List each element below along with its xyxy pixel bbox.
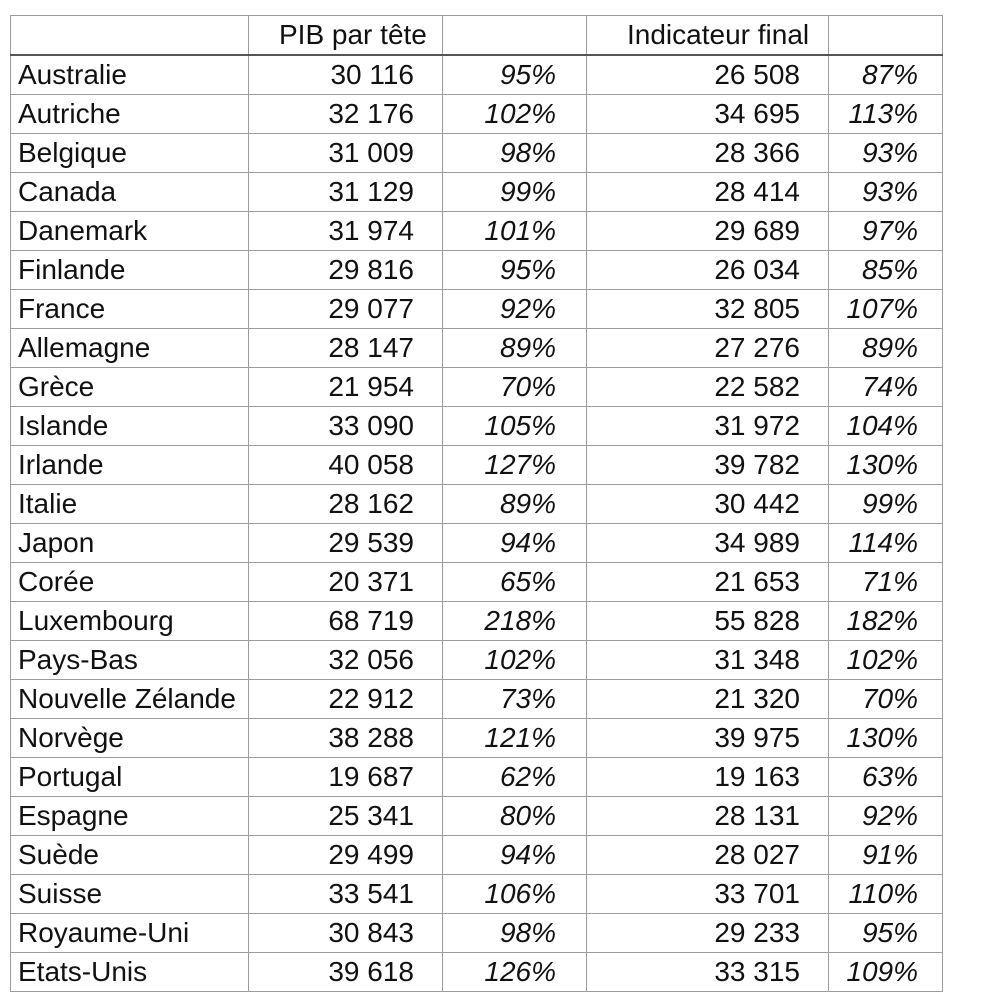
indicator-pct-cell: 95% [829, 914, 943, 953]
pib-pct-cell: 127% [443, 446, 587, 485]
indicator-pct-cell: 130% [829, 719, 943, 758]
indicator-pct-cell: 97% [829, 212, 943, 251]
country-cell: Irlande [11, 446, 249, 485]
country-cell: Suisse [11, 875, 249, 914]
header-indicator-pct [829, 16, 943, 56]
table-row [11, 602, 943, 641]
table-row [11, 836, 943, 875]
pib-pct-cell: 102% [443, 95, 587, 134]
indicator-pct-cell: 87% [829, 55, 943, 95]
table-row [11, 134, 943, 173]
pib-cell: 29 077 [249, 290, 443, 329]
table-row [11, 563, 943, 602]
table-row [11, 524, 943, 563]
indicator-cell: 21 653 [587, 563, 829, 602]
table-row [11, 251, 943, 290]
country-cell: Portugal [11, 758, 249, 797]
indicator-pct-cell: 63% [829, 758, 943, 797]
country-cell: Suède [11, 836, 249, 875]
pib-pct-cell: 95% [443, 55, 587, 95]
country-cell: Danemark [11, 212, 249, 251]
indicator-cell: 34 989 [587, 524, 829, 563]
pib-cell: 30 116 [249, 55, 443, 95]
table-row [11, 173, 943, 212]
indicator-cell: 29 689 [587, 212, 829, 251]
country-cell: Canada [11, 173, 249, 212]
table-row [11, 407, 943, 446]
pib-cell: 22 912 [249, 680, 443, 719]
indicator-cell: 33 701 [587, 875, 829, 914]
pib-pct-cell: 92% [443, 290, 587, 329]
indicator-pct-cell: 99% [829, 485, 943, 524]
country-cell: Italie [11, 485, 249, 524]
pib-pct-cell: 65% [443, 563, 587, 602]
pib-cell: 21 954 [249, 368, 443, 407]
pib-cell: 28 147 [249, 329, 443, 368]
country-cell: Islande [11, 407, 249, 446]
pib-cell: 19 687 [249, 758, 443, 797]
pib-pct-cell: 99% [443, 173, 587, 212]
indicator-cell: 27 276 [587, 329, 829, 368]
indicator-pct-cell: 102% [829, 641, 943, 680]
indicator-cell: 26 034 [587, 251, 829, 290]
country-cell: Pays-Bas [11, 641, 249, 680]
pib-cell: 20 371 [249, 563, 443, 602]
indicator-cell: 22 582 [587, 368, 829, 407]
pib-cell: 29 539 [249, 524, 443, 563]
country-cell: Belgique [11, 134, 249, 173]
pib-pct-cell: 94% [443, 524, 587, 563]
indicator-pct-cell: 91% [829, 836, 943, 875]
indicator-cell: 30 442 [587, 485, 829, 524]
pib-pct-cell: 89% [443, 485, 587, 524]
table-row [11, 953, 943, 992]
indicator-cell: 33 315 [587, 953, 829, 992]
pib-cell: 28 162 [249, 485, 443, 524]
indicator-pct-cell: 109% [829, 953, 943, 992]
pib-cell: 31 129 [249, 173, 443, 212]
pib-cell: 29 816 [249, 251, 443, 290]
indicator-cell: 28 366 [587, 134, 829, 173]
pib-pct-cell: 106% [443, 875, 587, 914]
pib-cell: 32 056 [249, 641, 443, 680]
table-row [11, 797, 943, 836]
indicator-pct-cell: 114% [829, 524, 943, 563]
table-row [11, 914, 943, 953]
country-cell: Etats-Unis [11, 953, 249, 992]
country-cell: Espagne [11, 797, 249, 836]
pib-cell: 38 288 [249, 719, 443, 758]
indicator-cell: 31 972 [587, 407, 829, 446]
pib-pct-cell: 102% [443, 641, 587, 680]
indicator-pct-cell: 130% [829, 446, 943, 485]
indicator-pct-cell: 92% [829, 797, 943, 836]
pib-pct-cell: 105% [443, 407, 587, 446]
pib-pct-cell: 80% [443, 797, 587, 836]
country-cell: Grèce [11, 368, 249, 407]
indicator-cell: 28 027 [587, 836, 829, 875]
table-row [11, 719, 943, 758]
table-header-row [11, 16, 943, 56]
country-cell: Luxembourg [11, 602, 249, 641]
pib-pct-cell: 89% [443, 329, 587, 368]
pib-cell: 31 009 [249, 134, 443, 173]
table-row [11, 329, 943, 368]
pib-pct-cell: 98% [443, 914, 587, 953]
pib-cell: 39 618 [249, 953, 443, 992]
country-cell: Autriche [11, 95, 249, 134]
indicator-cell: 29 233 [587, 914, 829, 953]
pib-pct-cell: 121% [443, 719, 587, 758]
indicator-cell: 26 508 [587, 55, 829, 95]
table-row [11, 680, 943, 719]
table-row [11, 758, 943, 797]
header-indicator: Indicateur final [587, 16, 829, 56]
indicator-cell: 28 414 [587, 173, 829, 212]
indicator-cell: 28 131 [587, 797, 829, 836]
table-row [11, 368, 943, 407]
pib-pct-cell: 101% [443, 212, 587, 251]
header-country [11, 16, 249, 56]
pib-pct-cell: 73% [443, 680, 587, 719]
table-body [11, 55, 943, 992]
indicator-pct-cell: 85% [829, 251, 943, 290]
table-row [11, 212, 943, 251]
indicator-pct-cell: 104% [829, 407, 943, 446]
indicator-pct-cell: 74% [829, 368, 943, 407]
pib-cell: 40 058 [249, 446, 443, 485]
pib-pct-cell: 95% [443, 251, 587, 290]
country-cell: Japon [11, 524, 249, 563]
pib-pct-cell: 62% [443, 758, 587, 797]
pib-pct-cell: 94% [443, 836, 587, 875]
table-row [11, 641, 943, 680]
indicator-cell: 39 782 [587, 446, 829, 485]
table-row [11, 95, 943, 134]
country-cell: Royaume-Uni [11, 914, 249, 953]
indicator-pct-cell: 110% [829, 875, 943, 914]
country-cell: Norvège [11, 719, 249, 758]
indicator-cell: 39 975 [587, 719, 829, 758]
pib-cell: 32 176 [249, 95, 443, 134]
indicator-pct-cell: 70% [829, 680, 943, 719]
table-row [11, 290, 943, 329]
pib-cell: 33 541 [249, 875, 443, 914]
country-cell: Corée [11, 563, 249, 602]
indicator-pct-cell: 113% [829, 95, 943, 134]
indicator-pct-cell: 93% [829, 173, 943, 212]
table-row [11, 875, 943, 914]
country-cell: Allemagne [11, 329, 249, 368]
indicator-pct-cell: 107% [829, 290, 943, 329]
header-pib: PIB par tête [249, 16, 443, 56]
pib-pct-cell: 218% [443, 602, 587, 641]
country-cell: Finlande [11, 251, 249, 290]
data-table [10, 15, 943, 992]
pib-cell: 30 843 [249, 914, 443, 953]
pib-cell: 29 499 [249, 836, 443, 875]
indicator-pct-cell: 93% [829, 134, 943, 173]
country-cell: Australie [11, 55, 249, 95]
table-row [11, 485, 943, 524]
indicator-cell: 19 163 [587, 758, 829, 797]
pib-pct-cell: 126% [443, 953, 587, 992]
indicator-cell: 31 348 [587, 641, 829, 680]
indicator-pct-cell: 182% [829, 602, 943, 641]
indicator-cell: 32 805 [587, 290, 829, 329]
pib-pct-cell: 98% [443, 134, 587, 173]
table-row [11, 446, 943, 485]
country-cell: France [11, 290, 249, 329]
indicator-pct-cell: 71% [829, 563, 943, 602]
indicator-cell: 34 695 [587, 95, 829, 134]
country-cell: Nouvelle Zélande [11, 680, 249, 719]
pib-cell: 68 719 [249, 602, 443, 641]
indicator-cell: 55 828 [587, 602, 829, 641]
indicator-pct-cell: 89% [829, 329, 943, 368]
pib-cell: 25 341 [249, 797, 443, 836]
pib-cell: 31 974 [249, 212, 443, 251]
pib-cell: 33 090 [249, 407, 443, 446]
table-row [11, 55, 943, 95]
pib-pct-cell: 70% [443, 368, 587, 407]
header-pib-pct [443, 16, 587, 56]
indicator-cell: 21 320 [587, 680, 829, 719]
